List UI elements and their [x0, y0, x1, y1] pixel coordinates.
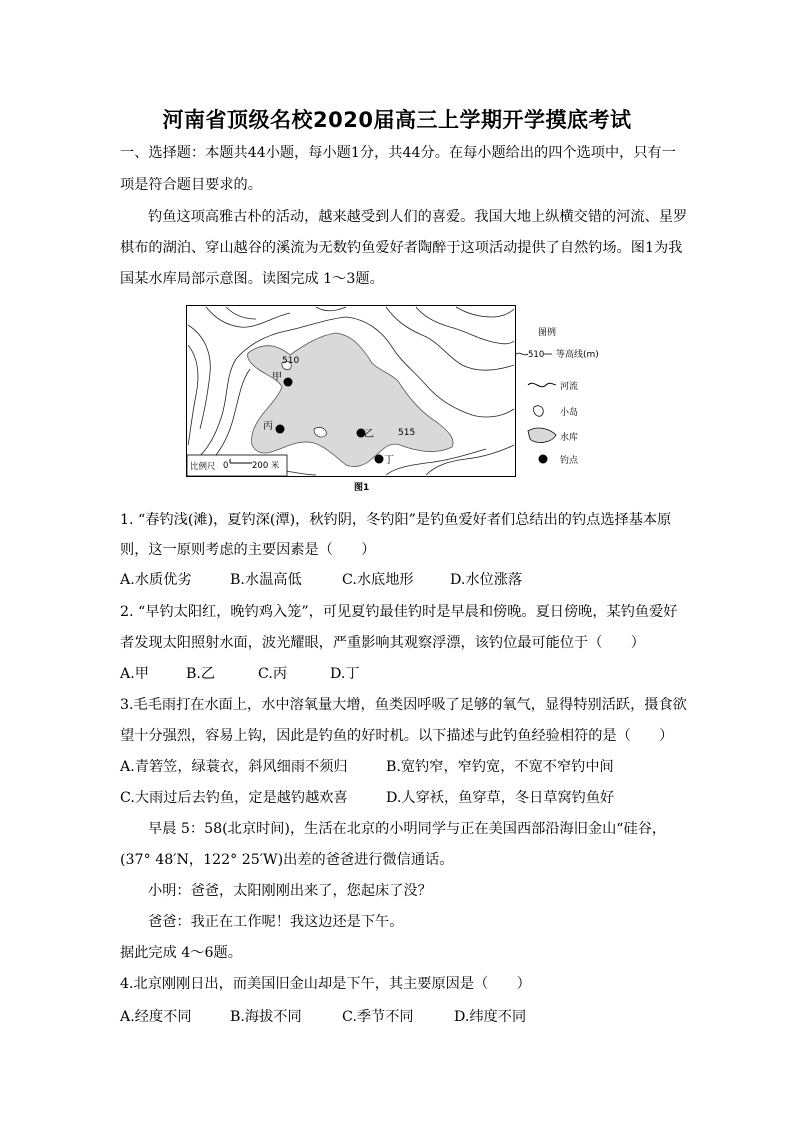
q4-option-a[interactable]: A.经度不同	[120, 1009, 192, 1025]
q4-option-d[interactable]: D.纬度不同	[454, 1009, 527, 1025]
q3-option-c[interactable]: C.大雨过后去钓鱼，定是越钓越欢喜	[120, 790, 348, 806]
q4-options	[120, 1007, 526, 1027]
legend-river: 河流	[560, 382, 579, 392]
intro-line-2: 棋布的湖泊、穿山越谷的溪流为无数钓鱼爱好者陶醉于这项活动提供了自然钓场。图1为我	[120, 240, 683, 256]
q3-options-row-2	[120, 788, 614, 808]
q2-option-b[interactable]: B.乙	[186, 666, 216, 682]
passage2-line-2: (37° 48′N，122° 25′W)出差的爸爸进行微信通话。	[120, 852, 454, 868]
legend-reservoir: 水库	[560, 433, 579, 443]
intro-line-1: 钓鱼这项高雅古朴的活动，越来越受到人们的喜爱。我国大地上纵横交错的河流、星罗	[148, 209, 688, 225]
legend-title: 图例	[538, 328, 557, 338]
point-label-bing: 丙	[263, 421, 273, 432]
legend-island: 小岛	[560, 408, 579, 418]
q2-option-a[interactable]: A.甲	[120, 666, 149, 682]
point-label-jia: 甲	[272, 372, 282, 383]
page-title: 河南省顶级名校2020届高三上学期开学摸底考试	[162, 108, 632, 132]
scale-label: 比例尺	[190, 462, 216, 472]
q4-line-1: 4.北京刚刚日出，而美国旧金山却是下午，其主要原因是（ ）	[120, 976, 531, 992]
passage2-xiaoming: 小明：爸爸，太阳刚刚出来了，您起床了没？	[148, 883, 432, 899]
intro-line-3: 国某水库局部示意图。读图完成 1～3题。	[120, 271, 384, 287]
scale-value: 200 米	[252, 461, 280, 471]
scale-zero: 0	[223, 461, 229, 471]
q3-option-a[interactable]: A.青箬笠，绿蓑衣，斜风细雨不须归	[120, 759, 348, 775]
contour-label-510: 510	[282, 356, 300, 366]
q1-option-b[interactable]: B.水温高低	[230, 572, 302, 588]
contour-label-515: 515	[398, 428, 416, 438]
q1-option-d[interactable]: D.水位涨落	[450, 572, 523, 588]
q4-option-b[interactable]: B.海拔不同	[230, 1009, 302, 1025]
legend-fishing-point: 钓点	[560, 456, 579, 466]
q1-options	[120, 570, 522, 590]
q4-option-c[interactable]: C.季节不同	[342, 1009, 414, 1025]
q3-options-row-1	[120, 757, 614, 777]
point-label-ding: 丁	[384, 455, 394, 466]
passage2-instruction: 据此完成 4～6题。	[120, 945, 242, 961]
q3-option-b[interactable]: B.宽钓窄，窄钓宽，不宽不窄钓中间	[386, 759, 614, 775]
q3-line-1: 3.毛毛雨打在水面上，水中溶氧量大增，鱼类因呼吸了足够的氧气，显得特别活跃，摄食欲	[120, 697, 687, 713]
q2-line-2: 者发现太阳照射水面，波光耀眼，严重影响其观察浮漂，该钓位最可能位于（ ）	[120, 635, 645, 651]
q3-line-2: 望十分强烈，容易上钩，因此是钓鱼的好时机。以下描述与此钓鱼经验相符的是（ ）	[120, 728, 674, 744]
reservoir-map-figure	[186, 305, 614, 495]
q2-line-1: 2. “早钓太阳红，晚钓鸡入笼”，可见夏钓最佳钓时是早晨和傍晚。夏日傍晚，某钓鱼爱好	[120, 604, 678, 620]
q1-option-c[interactable]: C.水底地形	[342, 572, 414, 588]
passage2-line-1: 早晨 5：58(北京时间)，生活在北京的小明同学与正在美国西部沿海旧金山“硅谷，	[148, 821, 667, 837]
q1-line-2: 则，这一原则考虑的主要因素是（ ）	[120, 542, 376, 558]
q2-options	[120, 664, 360, 684]
instructions-line-2: 项是符合题目要求的。	[120, 177, 262, 193]
passage2-dad: 爸爸：我正在工作呢！我这边还是下午。	[148, 914, 404, 930]
q1-option-a[interactable]: A.水质优劣	[120, 572, 192, 588]
legend-contour: 等高线(m)	[556, 350, 599, 360]
point-label-yi: 乙	[364, 429, 374, 440]
q2-option-d[interactable]: D.丁	[330, 666, 360, 682]
q2-option-c[interactable]: C.丙	[258, 666, 288, 682]
legend-contour-sample: 510	[528, 350, 545, 360]
figure-caption: 图1	[354, 483, 370, 493]
q1-line-1: 1. “春钓浅(滩)，夏钓深(潭)，秋钓阴，冬钓阳”是钓鱼爱好者们总结出的钓点选择基本原	[120, 512, 672, 528]
reservoir-map	[186, 305, 614, 495]
q3-option-d[interactable]: D.人穿袄，鱼穿草，冬日草窝钓鱼好	[386, 790, 615, 806]
instructions-line-1: 一、选择题：本题共44小题，每小题1分，共44分。在每小题给出的四个选项中，只有一	[120, 145, 676, 161]
